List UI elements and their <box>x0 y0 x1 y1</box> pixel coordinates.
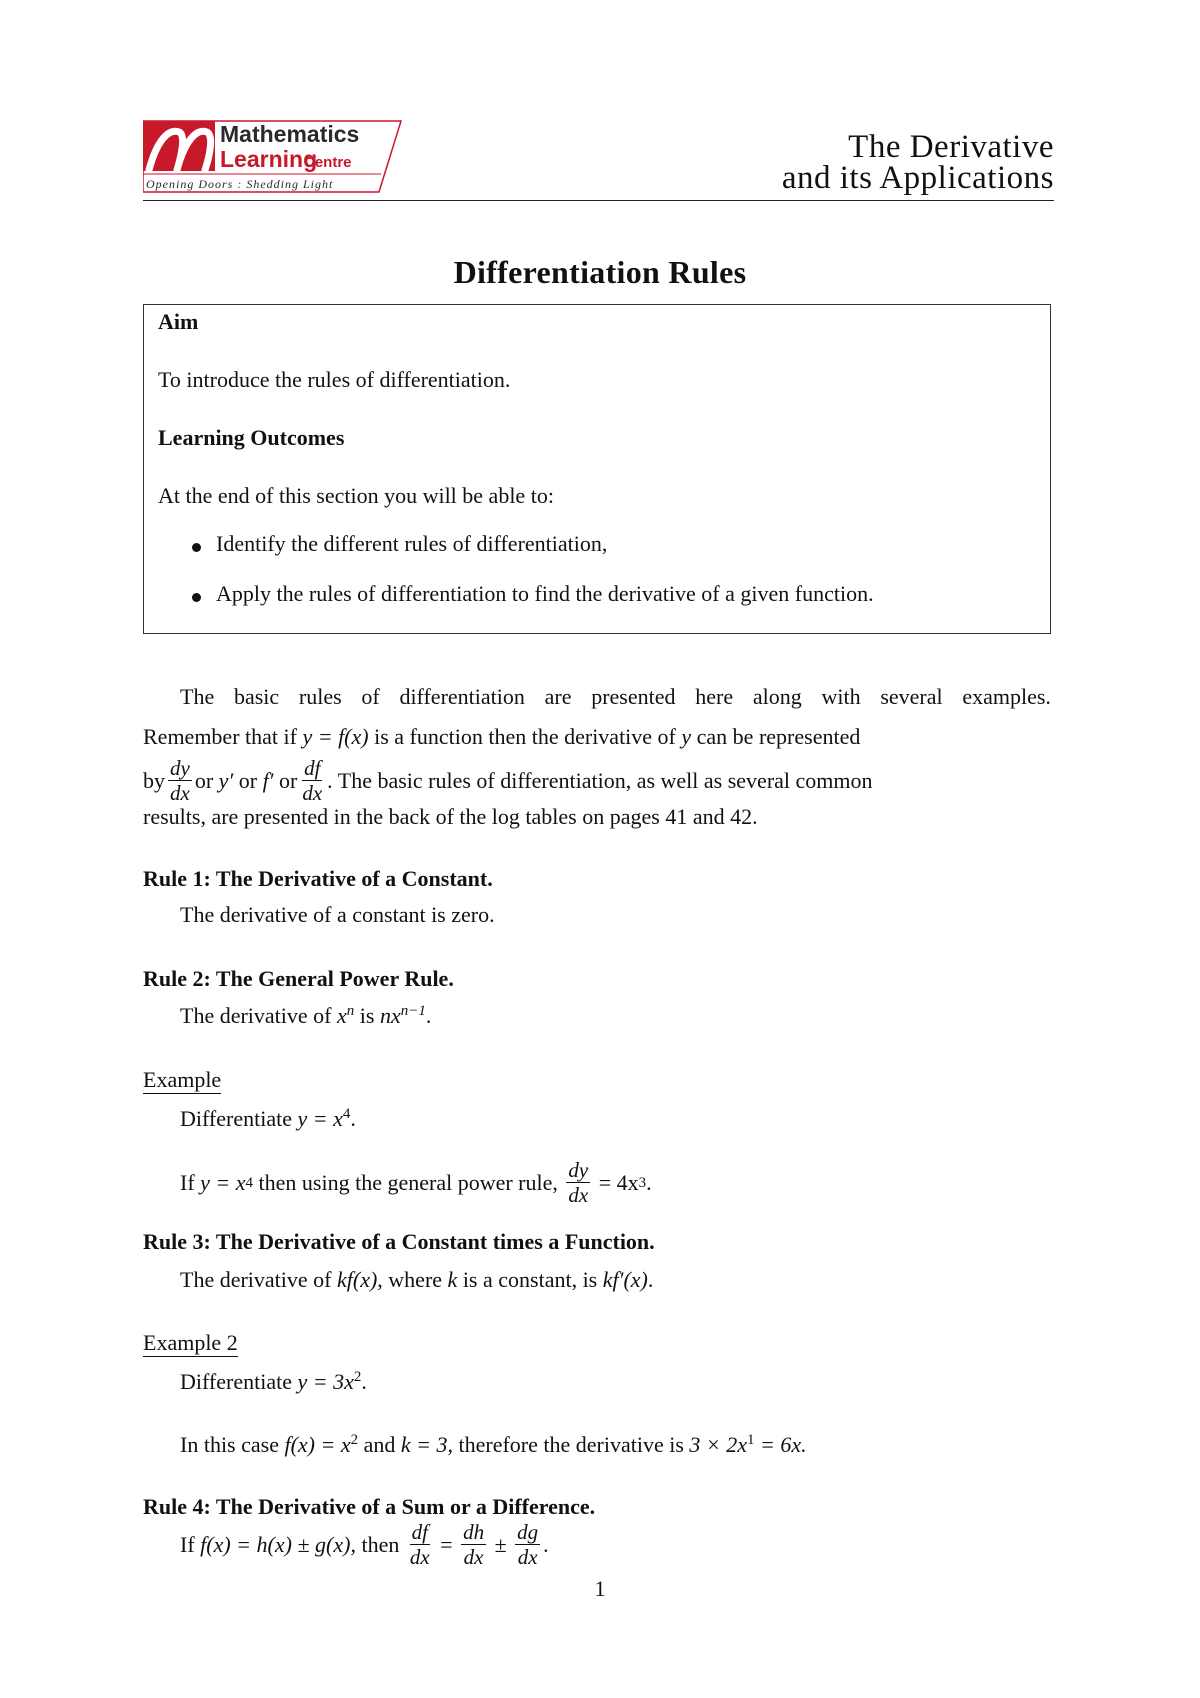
svg-text:Centre: Centre <box>304 154 352 171</box>
outcomes-heading: Learning Outcomes <box>158 425 345 450</box>
fraction-df-dx: $\frac{df}{dx}$ <box>302 756 323 805</box>
mathematics-learning-centre-logo <box>143 118 408 200</box>
fraction-df-dx: $\frac{df}{dx}$ <box>409 1520 430 1569</box>
rule-1-text: The derivative of a constant is zero. <box>180 902 495 927</box>
aim-text: To introduce the rules of differentiation. <box>158 367 511 392</box>
fraction-dg-dx: $\frac{dg}{dx}$ <box>517 1520 539 1569</box>
intro-line-3: by $\frac{dy}{dx}$ or y′ or f′ or $\frac{df}{dx}$ . The basic rules of differentiation, as well as several common <box>143 756 873 805</box>
svg-text:Mathematics: Mathematics <box>220 121 360 147</box>
svg-text:Opening Doors : Shedding Light: Opening Doors : Shedding Light <box>146 177 334 191</box>
header-divider <box>143 200 1054 201</box>
outcome-item: Identify the different rules of differentiation, <box>216 531 608 556</box>
fraction-dy-dx: $\frac{dy}{dx}$ <box>568 1158 589 1207</box>
fraction-dy-dx: $\frac{dy}{dx}$ <box>170 756 190 805</box>
aim-heading: Aim <box>158 309 199 334</box>
example-label: Example <box>143 1067 222 1092</box>
outcomes-intro: At the end of this section you will be able to: <box>158 483 554 508</box>
rule-2-heading: Rule 2: The General Power Rule. <box>143 966 454 991</box>
example-2-label: Example 2 <box>143 1330 238 1355</box>
svg-text:Learning: Learning <box>220 146 318 172</box>
rule-2-text: The derivative of $x^n$ is $nx^{n-1}$. <box>180 1003 432 1028</box>
fraction-dh-dx: $\frac{dh}{dx}$ <box>463 1520 485 1569</box>
aim-box <box>143 304 1051 634</box>
intro-line-4: results, are presented in the back of the log tables on pages 41 and 42. <box>143 804 758 829</box>
rule-3-heading: Rule 3: The Derivative of a Constant times a Function. <box>143 1229 655 1254</box>
header-title-line2: and its Applications <box>781 160 1054 196</box>
header-title-line1: The Derivative <box>848 129 1054 165</box>
rule-1-heading: Rule 1: The Derivative of a Constant. <box>143 866 493 891</box>
bullet-icon <box>192 593 201 602</box>
rule-3-text: The derivative of kf(x), where k is a constant, is kf′(x). <box>180 1267 654 1292</box>
page-number: 1 <box>594 1576 606 1601</box>
example-2-solution: In this case $f(x) = x^2$ and k = 3, therefore the derivative is $3 \times 2x^1 = 6x$. <box>180 1432 807 1457</box>
outcome-item: Apply the rules of differentiation to find the derivative of a given function. <box>216 581 874 606</box>
intro-line-2: Remember that if y = f(x) is a function then the derivative of y can be represented <box>143 724 861 749</box>
page-title: Differentiation Rules <box>453 254 747 290</box>
intro-line-1: The basic rules of differentiation are presented here along with several examples. <box>180 684 1051 709</box>
example-1-solution: If y = x 4 then using the general power rule, $\frac{dy}{dx}$ = 4x 3 . <box>180 1158 652 1207</box>
example-2-task: Differentiate $y = 3x^2$. <box>180 1369 367 1394</box>
rule-4-text: If f(x) = h(x) ± g(x) , then $\frac{df}{dx}$ = $\frac{dh}{dx}$ ± $\frac{dg}{dx}$ . <box>180 1520 549 1569</box>
bullet-icon <box>192 543 201 552</box>
header-title <box>781 129 1054 196</box>
rule-4-heading: Rule 4: The Derivative of a Sum or a Difference. <box>143 1494 596 1519</box>
example-1-task: Differentiate $y = x^4$. <box>180 1106 356 1131</box>
